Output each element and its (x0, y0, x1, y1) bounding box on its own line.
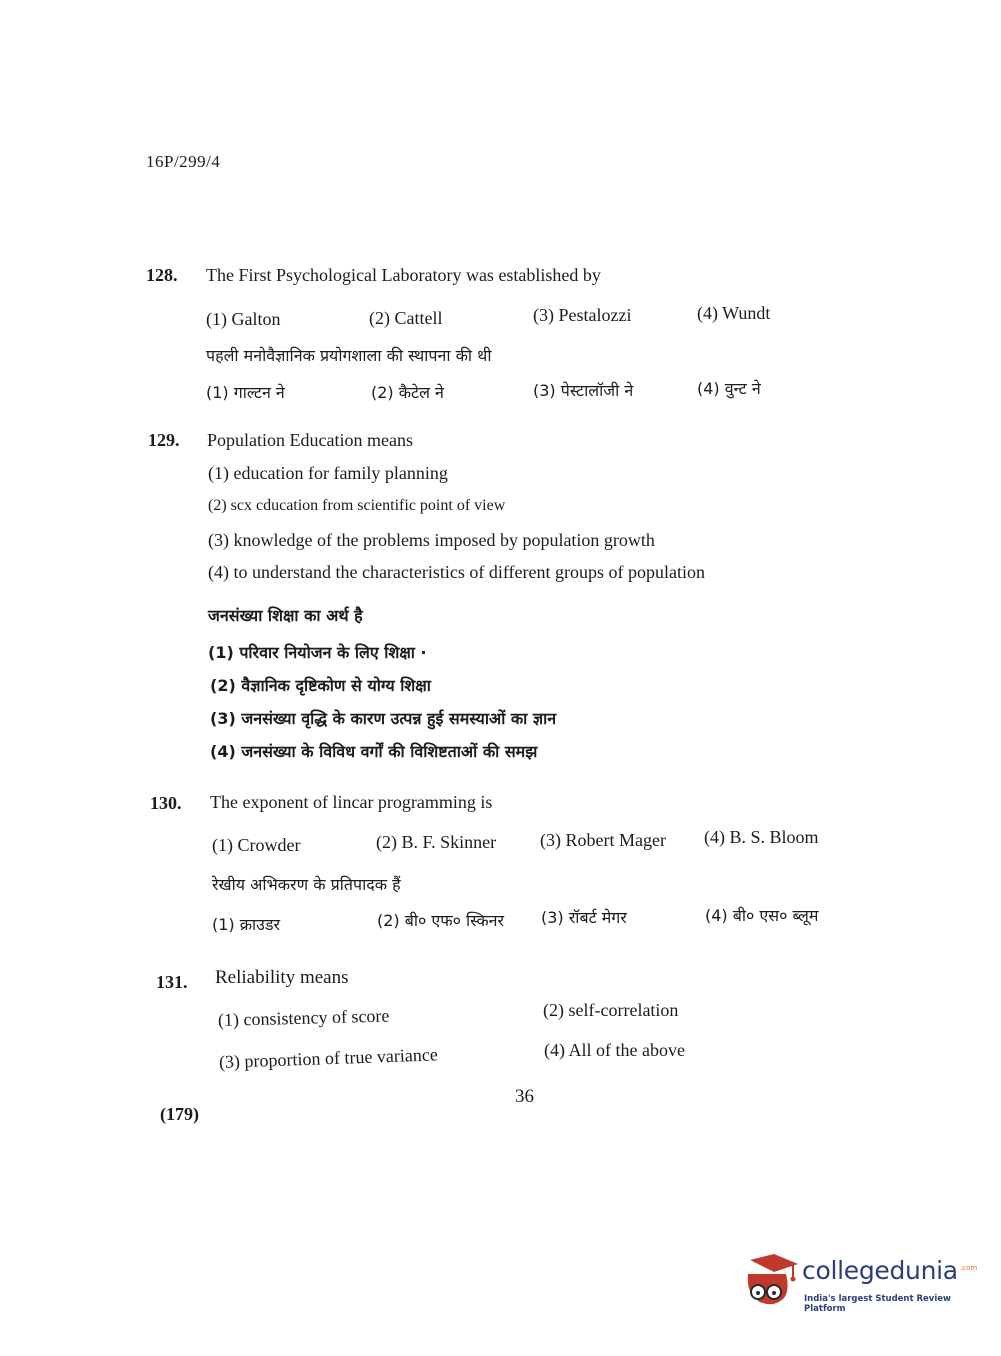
option-hi-1: (1) गाल्टन ने (206, 383, 285, 402)
option-en-4: (4) Wundt (697, 303, 771, 323)
page-number: 36 (515, 1086, 534, 1107)
option-en-2: (2) scx cducation from scientific point of view (208, 497, 506, 514)
question-text-en: Population Education means (207, 430, 413, 450)
option-hi-1: (1) क्राउडर (212, 915, 281, 934)
logo-name: collegedunia (802, 1256, 958, 1285)
option-en-1: (1) Crowder (212, 835, 301, 855)
option-hi-3: (3) पेस्टालॉजी ने (533, 381, 634, 400)
mascot-icon (740, 1250, 802, 1312)
option-en-3: (3) knowledge of the problems imposed by population growth (208, 530, 655, 550)
question-text-en: The First Psychological Laboratory was established by (206, 265, 601, 285)
option-en-4: (4) to understand the characteristics of different groups of population (208, 562, 706, 582)
paper-code: 16P/299/4 (146, 152, 221, 171)
option-hi-3: (3) रॉबर्ट मेगर (541, 908, 627, 927)
option-hi-4: (4) बी० एस० ब्लूम (705, 906, 819, 925)
option-hi-4: (4) वुन्ट ने (697, 379, 761, 398)
option-hi-3: (3) जनसंख्या वृद्धि के कारण उत्पन्न हुई समस्याओं का ज्ञान (210, 709, 557, 728)
question-number: 131. (156, 972, 188, 992)
option-en-1: (1) Galton (206, 309, 281, 329)
option-hi-2: (2) वैज्ञानिक दृष्टिकोण से योग्य शिक्षा (210, 676, 431, 695)
option-hi-2: (2) बी० एफ० स्किनर (377, 911, 505, 930)
question-text-hi: रेखीय अभिकरण के प्रतिपादक हैं (212, 875, 401, 894)
option-en-4: (4) All of the above (544, 1040, 685, 1060)
option-en-1: (1) consistency of score (217, 1005, 390, 1030)
collegedunia-logo (740, 1250, 980, 1320)
option-en-3: (3) Robert Mager (540, 830, 666, 850)
question-number: 129. (148, 430, 180, 450)
option-hi-1: (1) परिवार नियोजन के लिए शिक्षा · (208, 643, 427, 662)
option-en-2: (2) self-correlation (543, 1000, 679, 1020)
option-en-2: (2) B. F. Skinner (376, 832, 497, 852)
option-en-4: (4) B. S. Bloom (704, 827, 819, 847)
question-number: 130. (150, 793, 182, 813)
option-en-1: (1) education for family planning (208, 463, 448, 483)
question-text-en: The exponent of lincar programming is (210, 792, 493, 812)
option-en-3: (3) proportion of true variance (218, 1044, 439, 1072)
option-hi-2: (2) कैटेल ने (371, 383, 444, 402)
question-text-hi: जनसंख्या शिक्षा का अर्थ है (208, 606, 363, 625)
option-en-2: (2) Cattell (369, 308, 443, 328)
option-en-3: (3) Pestalozzi (533, 305, 632, 325)
question-text-hi: पहली मनोवैज्ञानिक प्रयोगशाला की स्थापना की थी (206, 346, 492, 365)
question-number: 128. (146, 265, 178, 285)
option-hi-4: (4) जनसंख्या के विविध वर्गों की विशिष्टताओं की समझ (210, 742, 538, 761)
question-text-en: Reliability means (215, 967, 349, 988)
logo-tagline: India's largest Student Review Platform (804, 1294, 951, 1314)
booklet-code: (179) (160, 1104, 199, 1124)
logo-suffix: .com (960, 1264, 978, 1272)
